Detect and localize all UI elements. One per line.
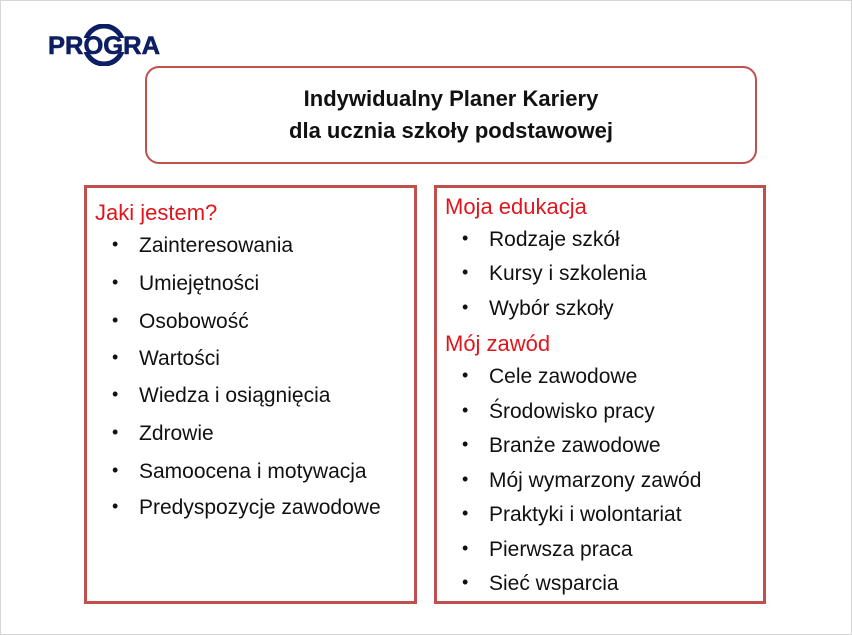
heading-my-profession: Mój zawód xyxy=(445,331,551,356)
bullet-icon: • xyxy=(462,365,469,385)
logo-wordmark: PROGRA xyxy=(48,32,160,60)
list-item-label: Wartości xyxy=(139,347,220,370)
bullet-icon: • xyxy=(112,422,119,442)
list-item-label: Zdrowie xyxy=(139,422,214,445)
bullet-icon: • xyxy=(462,434,469,454)
bullet-icon: • xyxy=(462,297,469,317)
bullet-icon: • xyxy=(462,503,469,523)
heading-who-am-i: Jaki jestem? xyxy=(95,200,218,225)
bullet-icon: • xyxy=(112,234,119,254)
title-line-1: Indywidualny Planer Kariery xyxy=(303,86,599,111)
list-item-label: Cele zawodowe xyxy=(489,365,638,388)
list-item-label: Osobowość xyxy=(139,310,249,333)
heading-my-education: Moja edukacja xyxy=(445,194,587,219)
bullet-icon: • xyxy=(462,538,469,558)
list-item-label: Rodzaje szkół xyxy=(489,228,620,251)
bullet-icon: • xyxy=(462,469,469,489)
list-item-label: Sieć wsparcia xyxy=(489,572,619,595)
panel-education-profession xyxy=(434,185,766,604)
list-item-label: Branże zawodowe xyxy=(489,434,661,457)
bullet-icon: • xyxy=(462,228,469,248)
title-box xyxy=(145,66,757,164)
bullet-icon: • xyxy=(462,262,469,282)
bullet-icon: • xyxy=(112,272,119,292)
list-item-label: Umiejętności xyxy=(139,272,260,295)
list-item-label: Praktyki i wolontariat xyxy=(489,503,682,526)
list-item-label: Mój wymarzony zawód xyxy=(489,469,702,492)
bullet-icon: • xyxy=(112,310,119,330)
bullet-icon: • xyxy=(112,347,119,367)
title-line-2: dla ucznia szkoły podstawowej xyxy=(289,118,613,143)
list-item-label: Wybór szkoły xyxy=(489,297,614,320)
bullet-icon: • xyxy=(112,460,119,480)
bullet-icon: • xyxy=(462,572,469,592)
list-item-label: Predyspozycje zawodowe xyxy=(139,496,381,519)
bullet-icon: • xyxy=(112,384,119,404)
list-item-label: Środowisko pracy xyxy=(489,400,655,423)
list-item-label: Pierwsza praca xyxy=(489,538,633,561)
bullet-icon: • xyxy=(462,400,469,420)
list-item-label: Wiedza i osiągnięcia xyxy=(139,384,331,407)
panel-who-am-i xyxy=(84,185,417,604)
progra-logo xyxy=(46,24,162,66)
list-item-label: Kursy i szkolenia xyxy=(489,262,647,285)
list-item-label: Zainteresowania xyxy=(139,234,294,257)
list-item-label: Samoocena i motywacja xyxy=(139,460,367,483)
bullet-icon: • xyxy=(112,496,119,516)
